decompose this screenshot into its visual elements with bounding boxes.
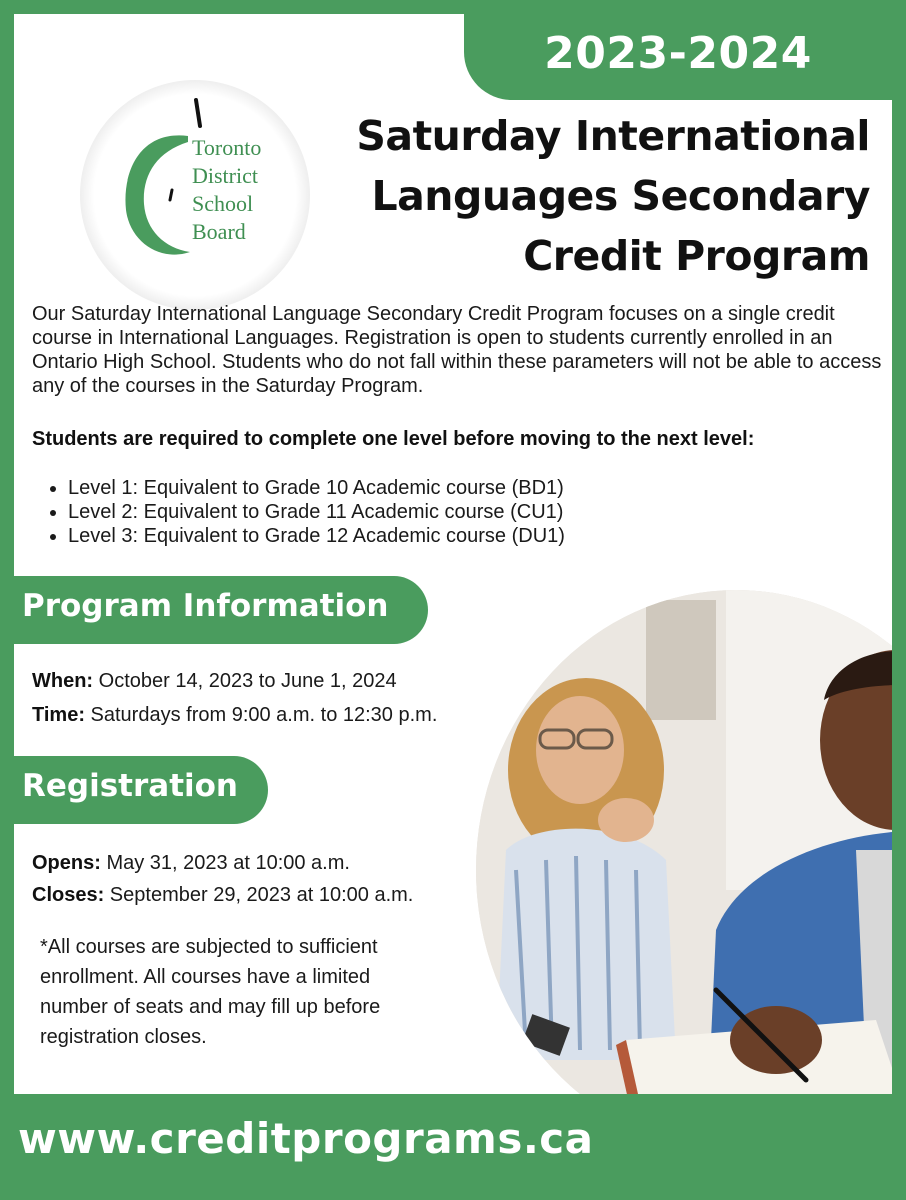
closes-line: [32, 884, 413, 907]
time-line: [32, 704, 437, 727]
website-link[interactable]: www.creditprograms.ca: [18, 1114, 594, 1163]
program-info-heading: [14, 576, 428, 644]
opens-value: May 31, 2023 at 10:00 a.m.: [100, 852, 350, 874]
list-item: • Level 2: Equivalent to Grade 11 Academic course (CU1): [68, 500, 565, 524]
logo-line-toronto: Toronto: [192, 135, 262, 160]
registration-heading-label: Registration: [22, 768, 239, 804]
opens-line: [32, 852, 350, 875]
year-banner: [464, 14, 892, 100]
flyer-sheet: [14, 14, 892, 1094]
opens-label: Opens:: [32, 852, 101, 874]
students-photo-illustration: [476, 590, 892, 1094]
closes-label: Closes:: [32, 884, 105, 906]
note-line: registration closes.: [40, 1026, 207, 1048]
when-label: When:: [32, 670, 94, 692]
levels-list: [32, 476, 565, 548]
logo-line-district: District: [192, 163, 258, 188]
intro-paragraph: Our Saturday International Language Secondary Credit Program focuses on a single credit course in International Languages. Registration is open to students currently enrolled in an Ontario High School. Students who do not fall within these parameters will not be able to access any of the courses in the Saturday Program.: [32, 303, 882, 397]
program-info-heading-label: Program Information: [22, 588, 389, 624]
closes-value: September 29, 2023 at 10:00 a.m.: [104, 884, 414, 906]
time-label: Time:: [32, 704, 85, 726]
students-photo: [476, 590, 892, 1094]
requirement-text: Students are required to complete one level before moving to the next level:: [32, 428, 755, 450]
note-line: number of seats and may fill up before: [40, 996, 381, 1018]
note-line: *All courses are subjected to sufficient: [40, 936, 378, 958]
title-line-3: Credit Program: [523, 232, 870, 280]
note-line: enrollment. All courses have a limited: [40, 966, 371, 988]
registration-heading: [14, 756, 268, 824]
tdsb-logo: [80, 80, 310, 310]
tdsb-logo-text: [192, 134, 261, 246]
time-value: Saturdays from 9:00 a.m. to 12:30 p.m.: [84, 704, 438, 726]
list-item: • Level 3: Equivalent to Grade 12 Academic course (DU1): [68, 524, 565, 548]
title-line-2: Languages Secondary: [371, 172, 870, 220]
year-label: 2023-2024: [544, 28, 812, 79]
when-line: [32, 670, 397, 693]
when-value: October 14, 2023 to June 1, 2024: [93, 670, 397, 692]
page-title: [310, 106, 870, 286]
logo-line-board: Board: [192, 219, 246, 244]
list-item: • Level 1: Equivalent to Grade 10 Academic course (BD1): [68, 476, 565, 500]
title-line-1: Saturday International: [356, 112, 870, 160]
enrollment-note: [40, 932, 470, 1052]
logo-line-school: School: [192, 191, 254, 216]
